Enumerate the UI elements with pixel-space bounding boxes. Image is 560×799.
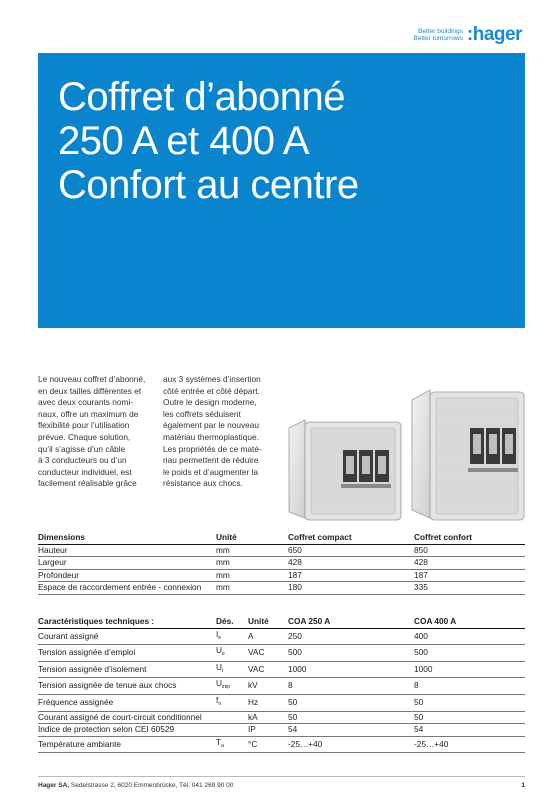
footer-address-text: Sedelstrasse 2, 6020 Emmenbrücke, Tél. 041 269 90 00 — [70, 782, 234, 789]
table-row — [38, 582, 525, 595]
cell-unit: mm — [216, 582, 288, 595]
symbol-subscript: e — [222, 651, 225, 658]
cell-label: Largeur — [38, 557, 216, 570]
cell-value: 500 — [414, 645, 525, 662]
cell-value: 187 — [288, 569, 414, 582]
hero-title-line-3: Confort au centre — [58, 163, 359, 207]
cell-value: 650 — [288, 544, 414, 557]
cell-label: Tension assignée d’isolement — [38, 661, 216, 678]
table-header-row — [38, 616, 525, 628]
cell-value: 187 — [414, 569, 525, 582]
tagline-line-1: Better buildings — [418, 27, 463, 35]
header-cell: Dés. — [216, 616, 248, 628]
cell-value: -25…+40 — [288, 736, 414, 753]
header-cell: Caractéristiques techniques : — [38, 616, 216, 628]
table-row — [38, 544, 525, 557]
cell-symbol — [216, 736, 248, 753]
header-cell: Unité — [216, 532, 288, 544]
cell-value: 250 — [288, 628, 414, 645]
cell-symbol — [216, 628, 248, 645]
cell-value: 850 — [414, 544, 525, 557]
cell-unit: mm — [216, 557, 288, 570]
cell-label: Tension assignée de tenue aux chocs — [38, 678, 216, 695]
cell-value: 428 — [414, 557, 525, 570]
symbol: T — [216, 736, 222, 747]
table-row — [38, 678, 525, 695]
symbol-subscript: i — [222, 667, 224, 674]
cell-value: 180 — [288, 582, 414, 595]
cell-unit: °C — [248, 736, 288, 753]
cell-unit: mm — [216, 544, 288, 557]
brand-block — [413, 24, 522, 46]
intro-column-2: aux 3 systèmes d’insertion côté entrée et côté départ. Outre le design moderne, les coffrets séduisent également par le nouveau matériau thermoplastique. Les propriétés de ce maté- riau permettent de réduire le poids et d’augmenter la résistance aux chocs. — [163, 374, 262, 489]
header-cell: COA 400 A — [414, 616, 525, 628]
cell-symbol — [216, 678, 248, 695]
brand-tagline — [413, 28, 463, 43]
hager-logo: :hager — [466, 24, 522, 45]
cell-value: 335 — [414, 582, 525, 595]
cell-value: 50 — [414, 694, 525, 711]
cell-value: 50 — [414, 711, 525, 724]
table-row — [38, 661, 525, 678]
cell-label: Courant assigné — [38, 628, 216, 645]
cell-value: 400 — [414, 628, 525, 645]
symbol-subscript: a — [221, 742, 224, 749]
table-row — [38, 736, 525, 753]
header-cell: Dimensions — [38, 532, 216, 544]
cell-unit: Hz — [248, 694, 288, 711]
symbol: U — [216, 678, 222, 689]
footer-address — [38, 782, 233, 789]
technical-table — [38, 616, 525, 753]
cell-unit: A — [248, 628, 288, 645]
cell-unit: IP — [248, 724, 288, 737]
symbol: I — [216, 628, 219, 639]
symbol: f — [216, 694, 219, 705]
cell-symbol — [216, 694, 248, 711]
cell-value: 1000 — [414, 661, 525, 678]
footer-divider — [38, 776, 525, 777]
table-row — [38, 694, 525, 711]
table-row — [38, 645, 525, 662]
cell-symbol — [216, 661, 248, 678]
cell-value: 54 — [414, 724, 525, 737]
header-cell: Coffret compact — [288, 532, 414, 544]
cell-value: 500 — [288, 645, 414, 662]
table-row — [38, 724, 525, 737]
page-number: 1 — [521, 782, 525, 789]
cell-label: Hauteur — [38, 544, 216, 557]
cell-label: Profondeur — [38, 569, 216, 582]
table-row — [38, 557, 525, 570]
intro-column-1: Le nouveau coffret d’abonné, en deux tailles différentes et avec deux courants nomi- naux, offre un maximum de flexibilité pour l’utilisation prévue. Chaque solution, qu’il s’agisse d’un câble à 3 conducteurs ou d’un conducteur individuel, est facilement réalisable grâce — [38, 374, 146, 489]
table-row — [38, 569, 525, 582]
footer-company: Hager SA, — [38, 782, 70, 789]
table-header-row — [38, 532, 525, 544]
cell-label: Tension assignée d’emploi — [38, 645, 216, 662]
hero-title-line-2: 250 A et 400 A — [58, 119, 310, 163]
hero-banner — [38, 53, 525, 328]
cell-unit: kV — [248, 678, 288, 695]
cell-label: Fréquence assignée — [38, 694, 216, 711]
table-row — [38, 628, 525, 645]
table-row — [38, 711, 525, 724]
tagline-line-2: Better tomorrows — [413, 35, 463, 42]
symbol-subscript: e — [218, 634, 222, 641]
comfort-enclosure-image — [408, 388, 528, 523]
cell-value: -25…+40 — [414, 736, 525, 753]
cell-value: 1000 — [288, 661, 414, 678]
symbol-subscript: imp — [222, 684, 231, 691]
cell-symbol — [216, 645, 248, 662]
header-cell: COA 250 A — [288, 616, 414, 628]
cell-symbol — [216, 711, 248, 724]
symbol: U — [216, 645, 222, 656]
header-cell: Coffret confort — [414, 532, 525, 544]
cell-value: 54 — [288, 724, 414, 737]
cell-value: 50 — [288, 711, 414, 724]
header-cell: Unité — [248, 616, 288, 628]
cell-label: Température ambiante — [38, 736, 216, 753]
symbol: U — [216, 661, 222, 672]
cell-label: Indice de protection selon CEI 60529 — [38, 724, 216, 737]
cell-unit: mm — [216, 569, 288, 582]
compact-enclosure-image — [285, 418, 405, 523]
cell-unit: VAC — [248, 661, 288, 678]
cell-value: 8 — [288, 678, 414, 695]
hero-title-line-1: Coffret d’abonné — [58, 75, 346, 119]
cell-symbol — [216, 724, 248, 737]
cell-unit: kA — [248, 711, 288, 724]
cell-value: 428 — [288, 557, 414, 570]
cell-label: Courant assigné de court-circuit conditionnel — [38, 711, 216, 724]
cell-label: Espace de raccordement entrée - connexion — [38, 582, 216, 595]
dimensions-table — [38, 532, 525, 595]
symbol-subscript: n — [218, 700, 222, 707]
cell-value: 50 — [288, 694, 414, 711]
cell-value: 8 — [414, 678, 525, 695]
cell-unit: VAC — [248, 645, 288, 662]
